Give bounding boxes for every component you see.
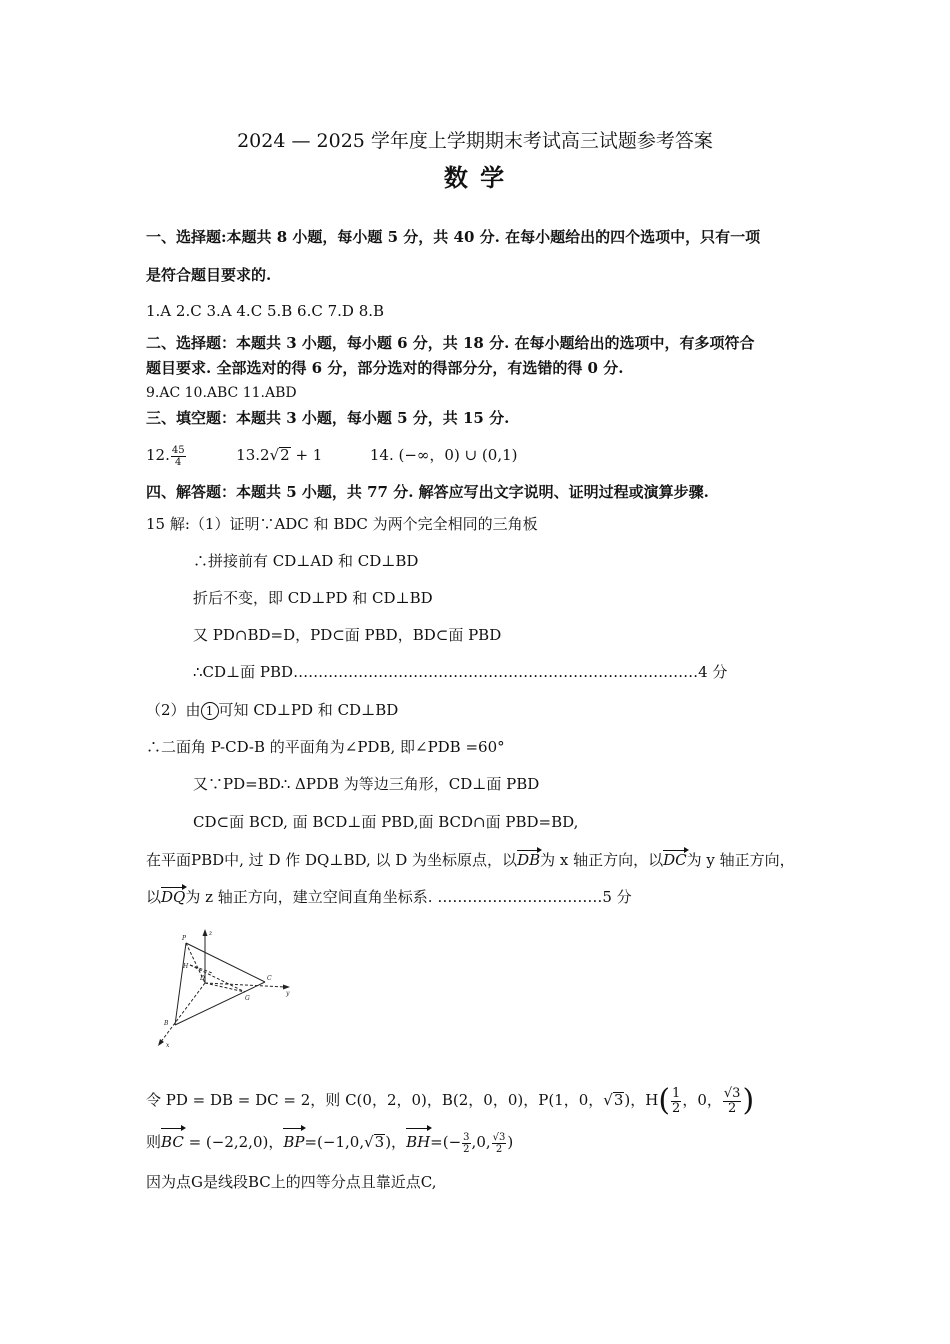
bp-radicand: 3 [374, 1133, 385, 1151]
vector-bp: BP [283, 1128, 304, 1156]
h-x-den: 2 [672, 1100, 681, 1116]
h-x-fraction [671, 1087, 681, 1116]
edge-bc [175, 982, 265, 1025]
x-axis-arrow [158, 1039, 164, 1046]
q15-line4: 又 PD∩BD=D，PD⊂面 PBD，BD⊂面 PBD [193, 626, 502, 644]
bh-z-fraction [492, 1132, 507, 1155]
q13-radicand: 2 [280, 446, 290, 464]
h-z-fraction [723, 1087, 742, 1116]
left-paren: ( [658, 1083, 671, 1118]
subject-heading: 数 学 [443, 163, 507, 192]
q15-line8: 又∵PD=BD∴ ΔPDB 为等边三角形，CD⊥面 PBD [193, 775, 540, 793]
q15-line11-a: 以 [146, 888, 162, 906]
section2-heading-line2: 题目要求. 全部选对的得 6 分，部分选对的得部分分，有选错的得 0 分. [146, 359, 624, 377]
q13-suffix: + 1 [290, 446, 323, 464]
right-paren: ) [742, 1083, 755, 1118]
section3-heading: 三、填空题：本题共 3 小题，每小题 5 分，共 15 分. [146, 409, 510, 427]
q13-label: 13. [236, 446, 261, 464]
q15-line6 [146, 700, 398, 720]
segment-hg [190, 965, 245, 992]
label-b: B [164, 1020, 169, 1027]
q15-line10-c: 为 y 轴正方向， [686, 851, 795, 869]
q15-line1: 15 解:（1）证明∵ADC 和 BDC 为两个完全相同的三角板 [146, 515, 538, 533]
q12-denominator: 4 [175, 456, 182, 468]
q15-line6-prefix: （2）由 [146, 701, 201, 719]
section2-answers: 9.AC 10.ABC 11.ABD [146, 385, 297, 401]
vector-bh: BH [406, 1128, 430, 1156]
vector-bc: BC [161, 1128, 184, 1156]
section2-heading-line1: 二、选择题：本题共 3 小题，每小题 6 分，共 18 分. 在每小题给出的选项中，有多项符合 [146, 334, 755, 352]
q12-numerator: 45 [171, 444, 185, 456]
q15-line2: ∴拼接前有 CD⊥AD 和 CD⊥BD [193, 552, 419, 570]
label-h: H [183, 963, 189, 970]
label-z: z [209, 930, 213, 937]
q15-line14: 因为点G是线段BC上的四等分点且靠近点C, [146, 1173, 437, 1191]
label-x: x [166, 1042, 170, 1049]
q15-line6-suffix: 可知 CD⊥PD 和 CD⊥BD [218, 701, 399, 719]
h-x-num: 1 [672, 1085, 681, 1101]
coordinate-figure [150, 925, 295, 1050]
q15-line13-d: )， [385, 1133, 407, 1151]
q15-line12-b: )，H [624, 1091, 659, 1109]
q15-line12-radicand: 3 [613, 1091, 624, 1109]
vector-db: DB [517, 851, 541, 869]
edge-pb [175, 943, 186, 1025]
y-axis-arrow [283, 985, 290, 990]
label-p: P [182, 935, 187, 942]
curve-h [190, 965, 212, 973]
page-title: 2024 — 2025 学年度上学期期末考试高三试题参考答案 [237, 130, 713, 152]
q12-fraction [171, 445, 186, 468]
bh-x-den: 2 [463, 1143, 470, 1155]
edge-pc [186, 943, 265, 982]
q15-line12: 令 PD = DB = DC = 2，则 C(0，2，0)，B(2，0，0)，P(1，0，√3)，H( $\frac{1}{2}$ ，0， $\frac{√3}{2}$ ) [146, 1083, 755, 1118]
label-d: D [200, 975, 205, 982]
h-z-den: 2 [728, 1100, 737, 1116]
bh-x-num: 3 [463, 1131, 470, 1143]
label-c: C [267, 975, 272, 982]
q15-line13-e: =(− [430, 1133, 462, 1151]
circled-number: 1 [201, 702, 219, 720]
bh-x-fraction [462, 1132, 470, 1155]
q15-line13-b: = (−2,2,0)， [183, 1133, 284, 1151]
q15-line13-g: ,0, [471, 1133, 491, 1151]
section1-answers: 1.A 2.C 3.A 4.C 5.B 6.C 7.D 8.B [146, 302, 385, 320]
q15-line12-a: 令 PD = DB = DC = 2，则 C(0，2，0)，B(2，0，0)，P(1，0， [146, 1091, 604, 1109]
q15-line13-c: =(−1,0, [304, 1133, 365, 1151]
y-axis [205, 983, 285, 987]
bh-z-den: 2 [495, 1143, 503, 1155]
q13-coef: 2 [260, 446, 270, 464]
x-axis [160, 983, 205, 1043]
vector-dq: DQ [161, 888, 186, 906]
section1-heading-line2: 是符合题目要求的. [146, 266, 272, 284]
q15-line7: ∴二面角 P-CD-B 的平面角为∠PDB, 即∠PDB =60° [146, 738, 505, 756]
z-axis-arrow [203, 929, 208, 936]
q15-line13: 则BC = (−2,2,0)，BP=(−1,0,√3)，BH=(− $\frac{3}{2}$ ,0, $\frac{√3}{2}$ ) [146, 1128, 513, 1156]
q15-line12-mid: ，0， [682, 1091, 722, 1109]
q15-line11 [146, 887, 632, 907]
q15-line5: ∴CD⊥面 PBD………………………………………………………………………4 分 [193, 663, 728, 681]
q15-line13-h: ) [507, 1133, 514, 1151]
vector-dc: DC [663, 851, 687, 869]
q15-line9: CD⊂面 BCD, 面 BCD⊥面 PBD,面 BCD∩面 PBD=BD, [193, 813, 579, 831]
bh-z-num: √3 [492, 1131, 506, 1143]
q15-line11-b: 为 z 轴正方向，建立空间直角坐标系. ……………………………5 分 [185, 888, 632, 906]
q15-line10-a: 在平面PBD中, 过 D 作 DQ⊥BD, 以 D 为坐标原点，以 [146, 851, 518, 869]
q15-line13-a: 则 [146, 1133, 162, 1151]
label-g: G [245, 995, 250, 1002]
section4-heading: 四、解答题：本题共 5 小题，共 77 分. 解答应写出文字说明、证明过程或演算步骤. [146, 483, 709, 501]
q15-line10 [146, 850, 795, 870]
q15-line3: 折后不变，即 CD⊥PD 和 CD⊥BD [193, 589, 433, 607]
label-y: y [286, 990, 290, 997]
h-z-num: √3 [723, 1085, 741, 1101]
q15-line10-b: 为 x 轴正方向，以 [540, 851, 664, 869]
section1-heading-line1: 一、选择题:本题共 8 小题，每小题 5 分，共 40 分. 在每小题给出的四个选项中，只有一项 [146, 228, 761, 246]
q12-label: 12. [146, 446, 170, 464]
q14-answer: 14. (−∞，0) ∪ (0,1) [369, 446, 518, 464]
section3-answers: 12. $\frac{45}{4}$ 13.2√2 + 1 14. (−∞，0) ∪ (0,1) [146, 444, 518, 468]
